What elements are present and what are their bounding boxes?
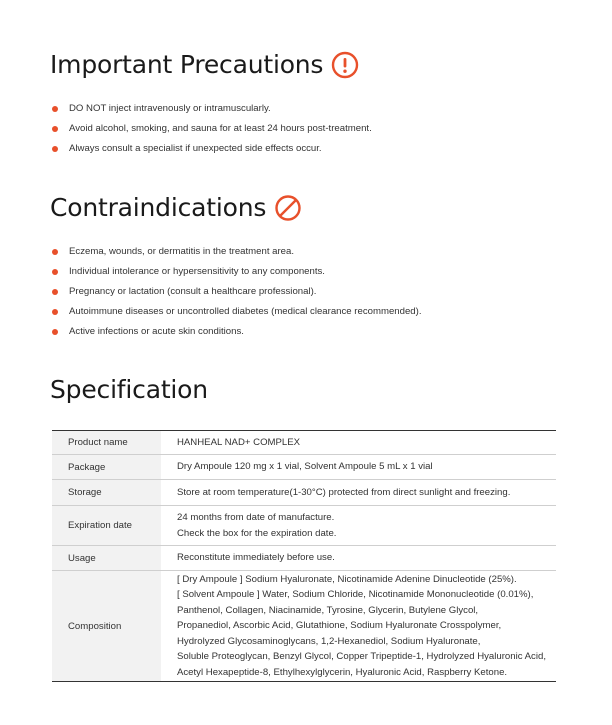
contraindications-list (50, 242, 422, 342)
table-row (52, 455, 556, 480)
precautions-title: Important Precautions (50, 50, 324, 79)
list-item (50, 302, 422, 322)
spec-value (161, 431, 556, 455)
bullet-dot-icon (52, 249, 58, 255)
list-item (50, 262, 422, 282)
bullet-dot-icon (52, 146, 58, 152)
table-row (52, 506, 556, 546)
spec-value-line: HANHEAL NAD+ COMPLEX (176, 436, 301, 448)
table-row (52, 431, 556, 455)
spec-value-line: 24 months from date of manufacture. (176, 512, 335, 523)
spec-label: Package (52, 455, 161, 480)
list-item-text: Autoimmune diseases or uncontrolled diabetes (medical clearance recommended). (69, 306, 422, 317)
precautions-heading (50, 50, 359, 79)
list-item (50, 282, 422, 302)
list-item-text: DO NOT inject intravenously or intramuscularly. (69, 103, 271, 114)
bullet-dot-icon (52, 309, 58, 315)
contraindications-title: Contraindications (50, 193, 267, 222)
list-item-text: Avoid alcohol, smoking, and sauna for at least 24 hours post-treatment. (69, 123, 372, 134)
spec-label: Composition (52, 571, 161, 682)
contraindications-heading (50, 193, 302, 222)
spec-label: Product name (52, 431, 161, 455)
list-item-text: Active infections or acute skin conditions. (69, 326, 244, 337)
spec-value-line: Store at room temperature(1-30°C) protected from direct sunlight and freezing. (176, 486, 511, 498)
table-row (52, 546, 556, 571)
bullet-dot-icon (52, 269, 58, 275)
spec-value (161, 480, 556, 506)
bullet-dot-icon (52, 289, 58, 295)
spec-value-line: Panthenol, Collagen, Niacinamide, Tyrosine, Glycerin, Butylene Glycol, (176, 604, 479, 616)
spec-value-line: Hydrolyzed Glycosaminoglycans, 1,2-Hexanediol, Sodium Hyaluronate, (176, 635, 481, 647)
spec-value-line: Propanediol, Ascorbic Acid, Glutathione, Sodium Hyaluronate Crosspolymer, (176, 620, 502, 632)
spec-label: Usage (52, 546, 161, 571)
bullet-dot-icon (52, 329, 58, 335)
specification-table (52, 430, 556, 682)
spec-value-line: Soluble Proteoglycan, Benzyl Glycol, Copper Tripeptide-1, Hydrolyzed Hyaluronic Acid, (176, 651, 546, 663)
list-item (50, 242, 422, 262)
exclamation-circle-icon (331, 51, 359, 79)
list-item-text: Always consult a specialist if unexpected side effects occur. (69, 143, 322, 154)
list-item-text: Eczema, wounds, or dermatitis in the treatment area. (69, 246, 295, 257)
spec-label: Storage (52, 480, 161, 506)
prohibited-icon (274, 194, 302, 222)
bullet-dot-icon (52, 126, 58, 132)
spec-value-line: Dry Ampoule 120 mg x 1 vial, Solvent Ampoule 5 mL x 1 vial (176, 461, 433, 473)
spec-value (161, 546, 556, 571)
list-item (50, 322, 422, 342)
list-item (50, 119, 372, 139)
list-item (50, 139, 372, 159)
spec-value (161, 506, 556, 546)
spec-value-line: Acetyl Hexapeptide-8, Ethylhexylglycerin, Hyaluronic Acid, Raspberry Ketone. (176, 666, 508, 678)
list-item-text: Individual intolerance or hypersensitivity to any components. (69, 266, 325, 277)
spec-value-line: [ Dry Ampoule ] Sodium Hyaluronate, Nicotinamide Adenine Dinucleotide (25%). (176, 573, 517, 585)
spec-value-line: Check the box for the expiration date. (176, 527, 337, 539)
spec-value (161, 455, 556, 480)
spec-value-line: Reconstitute immediately before use. (176, 552, 335, 564)
table-row (52, 480, 556, 506)
specification-heading (50, 375, 208, 404)
spec-value (161, 571, 556, 682)
spec-label: Expiration date (52, 506, 161, 546)
list-item-text: Pregnancy or lactation (consult a healthcare professional). (69, 286, 317, 297)
list-item (50, 99, 372, 119)
bullet-dot-icon (52, 106, 58, 112)
spec-value-line: [ Solvent Ampoule ] Water, Sodium Chloride, Nicotinamide Mononucleotide (0.01%), (176, 589, 534, 601)
specification-title: Specification (50, 375, 208, 404)
precautions-list (50, 99, 372, 159)
table-row (52, 571, 556, 682)
